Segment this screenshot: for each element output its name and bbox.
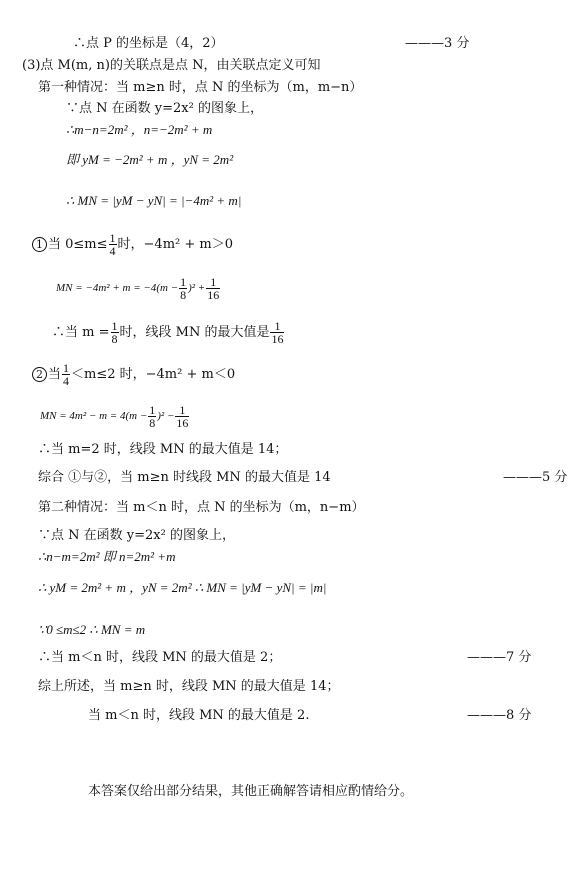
line-case2: 第二种情况：当 m＜n 时，点 N 的坐标为（m，n−m） <box>38 500 365 515</box>
line-range-m: ∵0 ≤m≤2 ∴ MN = m <box>38 622 146 637</box>
line-cond-1 <box>32 232 233 257</box>
line-part3-intro: (3)点 M(m, n)的关联点是点 N，由关联点定义可知 <box>22 58 321 73</box>
line-mn-abs: ∴ MN = |yM − yN| = |−4m² + m| <box>66 193 242 208</box>
line-max-case2: ∴当 m＜n 时，线段 MN 的最大值是 2； <box>38 650 282 665</box>
fraction <box>206 276 220 301</box>
line-eq-n: ∴m−n=2m² ，n=−2m² + m <box>66 122 213 137</box>
line-ym-yn-2: ∴ yM = 2m² + m ，yN = 2m² ∴ MN = |yM − yN| = |m| <box>38 580 327 595</box>
fraction <box>62 362 70 387</box>
fraction-den: 4 <box>109 244 116 258</box>
fraction-num: 1 <box>149 403 156 417</box>
line-on-graph-2: ∵点 N 在函数 y=2x² 的图象上， <box>38 528 235 543</box>
expr-part: MN = −4m² + m = −4 <box>56 282 157 295</box>
cond1-suffix: 时，−4m² + m＞0 <box>117 237 233 252</box>
fraction-num: 1 <box>180 275 187 289</box>
expr-part: (m − <box>156 282 179 295</box>
line-conclusion-1: 综上所述，当 m≥n 时，线段 MN 的最大值是 14； <box>38 679 340 694</box>
score-3: ———3 分 <box>405 36 470 51</box>
fraction <box>175 404 189 429</box>
expr-part: )² − <box>157 410 175 423</box>
fraction-den: 8 <box>180 288 187 302</box>
text-part: ∴当 m = <box>52 325 110 340</box>
fraction-den: 8 <box>111 332 118 346</box>
circled-marker-2: 2 <box>32 367 47 382</box>
score-7: ———7 分 <box>467 650 532 665</box>
expr-part: (m − <box>125 410 148 423</box>
fraction-num: 1 <box>270 320 284 333</box>
line-eq-n-2: ∴n−m=2m² 即 n=2m² +m <box>38 549 176 564</box>
fraction-num: 1 <box>63 361 70 375</box>
line-on-graph-1: ∵点 N 在函数 y=2x² 的图象上， <box>66 101 263 116</box>
fraction-den: 16 <box>207 288 220 302</box>
cond1-prefix: 当 0≤m≤ <box>48 237 108 252</box>
fraction <box>109 232 117 257</box>
fraction-den: 16 <box>271 332 284 346</box>
fraction-den: 4 <box>63 374 70 388</box>
fraction <box>270 320 284 345</box>
fraction-num: 1 <box>175 404 189 417</box>
line-cond-2 <box>32 362 235 387</box>
fraction-num: 1 <box>206 276 220 289</box>
line-conclusion-2: 当 m＜n 时，线段 MN 的最大值是 2. <box>88 708 310 723</box>
fraction-den: 16 <box>176 416 189 430</box>
expr-part: )² + <box>188 282 206 295</box>
line-summary-case1: 综合 ①与②，当 m≥n 时线段 MN 的最大值是 14 <box>38 470 331 485</box>
grading-note: 本答案仅给出部分结果，其他正确解答请相应酌情给分。 <box>88 784 414 799</box>
fraction <box>111 320 119 345</box>
line-point-p: ∴点 P 的坐标是（4，2） <box>73 36 224 51</box>
line-mn-vertex-2 <box>40 404 190 429</box>
score-8: ———8 分 <box>467 708 532 723</box>
text-part: 时，线段 MN 的最大值是 <box>119 325 270 340</box>
line-max-2: ∴当 m=2 时，线段 MN 的最大值是 14； <box>38 442 288 457</box>
circled-marker-1: 1 <box>32 237 47 252</box>
fraction-num: 1 <box>109 231 116 245</box>
line-mn-vertex-1 <box>56 276 221 301</box>
score-5: ———5 分 <box>503 470 568 485</box>
fraction-num: 1 <box>111 319 118 333</box>
expr-part: MN = 4m² − m = 4 <box>40 410 126 423</box>
fraction <box>179 276 187 301</box>
line-case1: 第一种情况：当 m≥n 时，点 N 的坐标为（m，m−n） <box>38 80 363 95</box>
text-part: 当 <box>48 367 62 382</box>
text-part: ＜m≤2 时，−4m² + m＜0 <box>71 367 236 382</box>
fraction <box>148 404 156 429</box>
fraction-den: 8 <box>149 416 156 430</box>
line-ym-yn: 即 yM = −2m² + m ，yN = 2m² <box>66 152 234 167</box>
line-max-1 <box>52 320 285 345</box>
